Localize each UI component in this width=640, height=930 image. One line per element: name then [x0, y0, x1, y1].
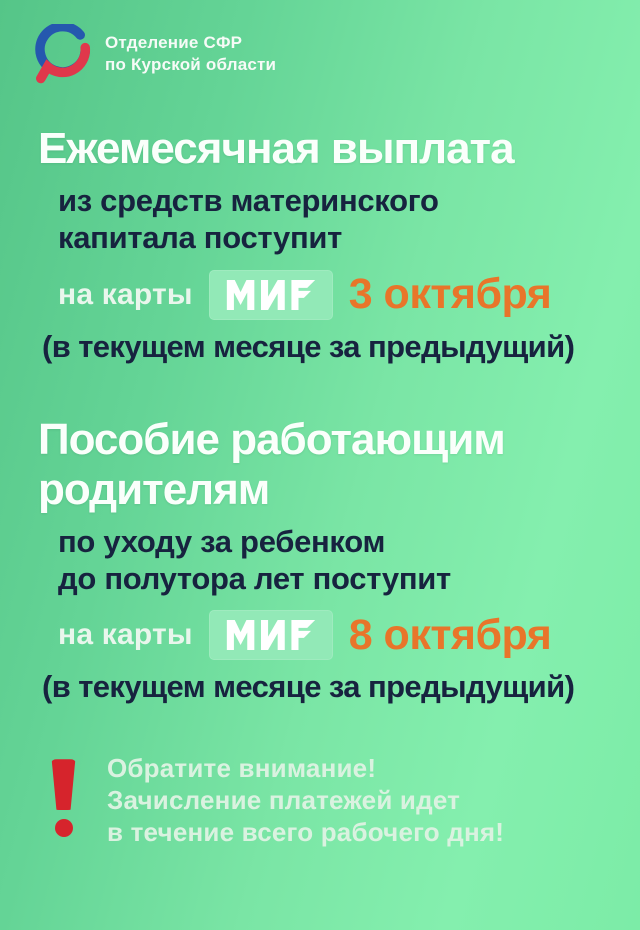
- mir-logo-icon: [226, 620, 316, 650]
- exclamation-dot: [55, 819, 73, 837]
- attention-line1: Обратите внимание!: [107, 753, 377, 784]
- section-working-parents-benefit: [0, 415, 640, 706]
- section1-title: Ежемесячная выплата: [38, 124, 514, 173]
- section2-payment-date: 8 октября: [348, 610, 552, 659]
- header: [0, 0, 640, 84]
- section-maternity-payment: [0, 124, 640, 365]
- section1-subtitle: [58, 182, 614, 256]
- org-name: [105, 32, 276, 76]
- section1-cards-label: на карты: [58, 277, 193, 311]
- section2-subtitle-line2: до полутора лет поступит: [58, 561, 451, 597]
- section2-card-date-row: [58, 610, 614, 660]
- attention-block: [50, 751, 640, 848]
- section1-subtitle-line2: капитала поступит: [58, 220, 343, 256]
- section1-payment-date: 3 октября: [348, 270, 552, 319]
- sfr-logo-icon: [34, 24, 92, 84]
- section2-subtitle-line1: по уходу за ребенком: [58, 523, 386, 559]
- section2-cards-label: на карты: [58, 618, 193, 652]
- attention-line3: в течение всего рабочего дня!: [107, 816, 505, 847]
- section2-note: (в текущем месяце за предыдущий): [42, 669, 575, 705]
- section1-card-date-row: [58, 270, 614, 320]
- mir-logo-icon: [226, 280, 316, 310]
- section1-note: (в текущем месяце за предыдущий): [42, 328, 575, 364]
- org-name-line1: Отделение СФР: [105, 32, 243, 52]
- attention-text: [107, 753, 504, 848]
- section2-subtitle: [58, 523, 614, 597]
- section2-title: [38, 415, 614, 515]
- mir-logo-badge: [209, 610, 333, 660]
- exclamation-icon: [50, 759, 77, 837]
- section1-subtitle-line1: из средств материнского: [58, 183, 439, 219]
- exclamation-bar: [50, 759, 77, 810]
- attention-line2: Зачисление платежей идет: [107, 784, 461, 815]
- section2-title-line1: Пособие работающим: [38, 414, 505, 464]
- mir-logo-badge: [209, 270, 333, 320]
- section2-title-line2: родителям: [38, 464, 270, 514]
- org-name-line2: по Курской области: [105, 55, 277, 74]
